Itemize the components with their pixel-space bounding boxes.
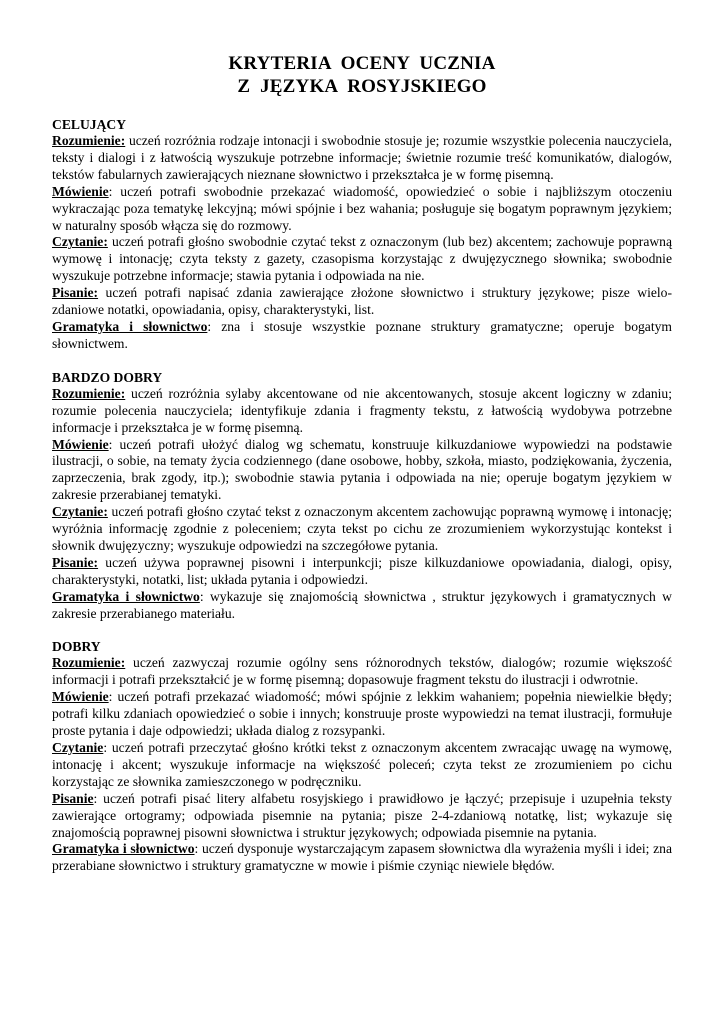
title-line-2: Z JĘZYKA ROSYJSKIEGO [237,76,487,97]
criterion-text: : zna i stosuje wszystkie poznane struktury gramatyczne; operuje bogatym słownictwem. [52,318,672,351]
criterion-czytanie [52,234,672,285]
criterion-text: : uczeń potrafi przekazać wiadomość; mówi spójnie z lekkim wahaniem; popełnia niewielkie błędy; potrafi kilku zdaniach opowiedzieć o sobie i innych; konstruuje proste wypowiedzi na temat ilustracji, formułuje proste pytania i daje odpowiedzi; układa dialog z rozsypanki. [52,689,672,739]
grade-section-celujacy [52,117,672,353]
criterion-label: Pisanie: [52,554,99,570]
criterion-pisanie [52,791,672,842]
grade-heading: BARDZO DOBRY [52,369,163,385]
criterion-mowienie [52,184,672,235]
criterion-label: Rozumienie: [52,655,126,671]
document-page [52,52,672,892]
criterion-label: Mówienie [52,689,109,705]
criterion-text: : uczeń potrafi swobodnie przekazać wiadomość, opowiedzieć o sobie i najbliższym otoczeniu wykraczając poza tematykę lekcyjną; mówi spójnie i bez wahania; posługuje się bogatym poprawnym językiem; w naturalny sposób włącza się do rozmowy. [52,183,672,233]
criterion-text: : uczeń potrafi przeczytać głośno krótki tekst z oznaczonym akcentem zwracając uwagę na wymowę, intonację i akcent; wyszukuje informacje na większość poleceń; czyta tekst ze zrozumieniem po cichu korzystając ze słownika zamieszczonego w podręczniku. [52,740,672,789]
criterion-label: Rozumienie: [52,385,126,401]
criterion-text: uczeń używa poprawnej pisowni i interpunkcji; pisze kilkuzdaniowe opowiadania, dialogi, opisy, charakterystyki, notatki, list; układa pytania i odpowiedzi. [52,554,672,587]
criterion-text: uczeń potrafi głośno czytać tekst z oznaczonym akcentem zachowując poprawną wymowę i intonację; wyróżnia informację zgodnie z poleceniem; czyta tekst po cichu ze zrozumieniem wykorzystując kontekst i słownik dwujęzyczny; wyszukuje odpowiedzi na szczegółowe pytania. [52,504,672,553]
criterion-rozumienie [52,386,672,437]
criterion-label: Pisanie: [52,285,99,301]
document-title [52,52,672,98]
criterion-pisanie [52,285,672,319]
criterion-label: Czytanie [52,740,104,755]
title-line-1: KRYTERIA OCENY UCZNIA [228,53,496,74]
criterion-text: : uczeń dysponuje wystarczającym zapasem słownictwa dla wyrażenia myśli i idei; zna przerabiane słownictwo i struktury gramatyczne w mowie i piśmie czyniąc niewiele błędów. [52,841,672,874]
criterion-mowienie [52,689,672,740]
criterion-rozumienie [52,133,672,184]
criterion-label: Pisanie [52,790,94,806]
criterion-text: : uczeń potrafi pisać litery alfabetu rosyjskiego i prawidłowo je łączyć; przepisuje i uzupełnia teksty zawierające ortogramy; odpowiada pisemnie na pytania; pisze 2-4-zdaniową notatkę, list; wykazuje się znajomością poprawnej pisowni słownictwa i struktur językowych; odpowiada pisemnie na pytania. [52,790,672,840]
grade-heading: DOBRY [52,639,101,655]
criterion-label: Mówienie [52,183,109,199]
criterion-gramatyka [52,319,672,353]
criterion-text: uczeń potrafi napisać zdania zawierające złożone słownictwo i struktury językowe; pisze wielo-zdaniowe notatki, opowiadania, opisy, charakterystyki, list. [52,285,672,318]
criterion-text: : uczeń potrafi ułożyć dialog wg schematu, konstruuje kilkuzdaniowe wypowiedzi na podstawie ilustracji, o sobie, na tematy życia codziennego (dane osobowe, hobby, szkoła, miasto, podziękowania, życzenia, zaprzeczenia, brak zgody, itp.); swobodnie stawia pytania i odpowiada na nie; operuje bogatym językiem w zakresie przerabianej tematyki. [52,436,672,503]
criterion-gramatyka [52,841,672,875]
criterion-label: Gramatyka i słownictwo [52,841,195,857]
criterion-gramatyka [52,589,672,623]
criterion-label: Czytanie: [52,504,108,520]
criterion-text: uczeń zazwyczaj rozumie ogólny sens różnorodnych tekstów, dialogów; rozumie większość informacji i potrafi przekształcić je w formę pisemną; dopasowuje fragment tekstu do ilustracji i odwrotnie. [52,655,672,688]
criterion-text: : wykazuje się znajomością słownictwa , struktur językowych i gramatycznych w zakresie przerabianego materiału. [52,588,672,621]
grade-section-dobry [52,639,672,875]
criterion-label: Mówienie [52,436,109,452]
criterion-label: Gramatyka i słownictwo [52,318,208,334]
criterion-rozumienie [52,655,672,689]
criterion-pisanie [52,555,672,589]
criterion-czytanie [52,504,672,555]
grade-section-bardzo-dobry [52,370,672,623]
criterion-label: Rozumienie: [52,133,126,148]
criterion-label: Gramatyka i słownictwo [52,588,200,604]
criterion-text: uczeń rozróżnia sylaby akcentowane od nie akcentowanych, stosuje akcent logiczny w zdaniu; rozumie polecenia nauczyciela; identyfikuje zdania i fragmenty tekstu, z łatwością wydobywa potrzebne informacje i przekształca je w formę pisemną. [52,385,672,435]
criterion-czytanie [52,740,672,791]
grade-heading: CELUJĄCY [52,117,127,132]
criterion-mowienie [52,437,672,505]
criterion-text: uczeń rozróżnia rodzaje intonacji i swobodnie stosuje je; rozumie wszystkie polecenia nauczyciela, teksty i dialogi i z łatwością wyszukuje potrzebne informacje; świetnie rozumie treść komunikatów, dialogów, tekstów fabularnych zawierających nieznane słownictwo i przekształca je w formę pisemną. [52,133,672,182]
criterion-text: uczeń potrafi głośno swobodnie czytać tekst z oznaczonym (lub bez) akcentem; zachowuje poprawną wymowę i intonację; czyta teksty z gazety, czasopisma korzystając z dwujęzycznego słownika; swobodnie wyszukuje potrzebne informacje; stawia pytania i odpowiada na nie. [52,234,672,284]
criterion-label: Czytanie: [52,234,108,250]
